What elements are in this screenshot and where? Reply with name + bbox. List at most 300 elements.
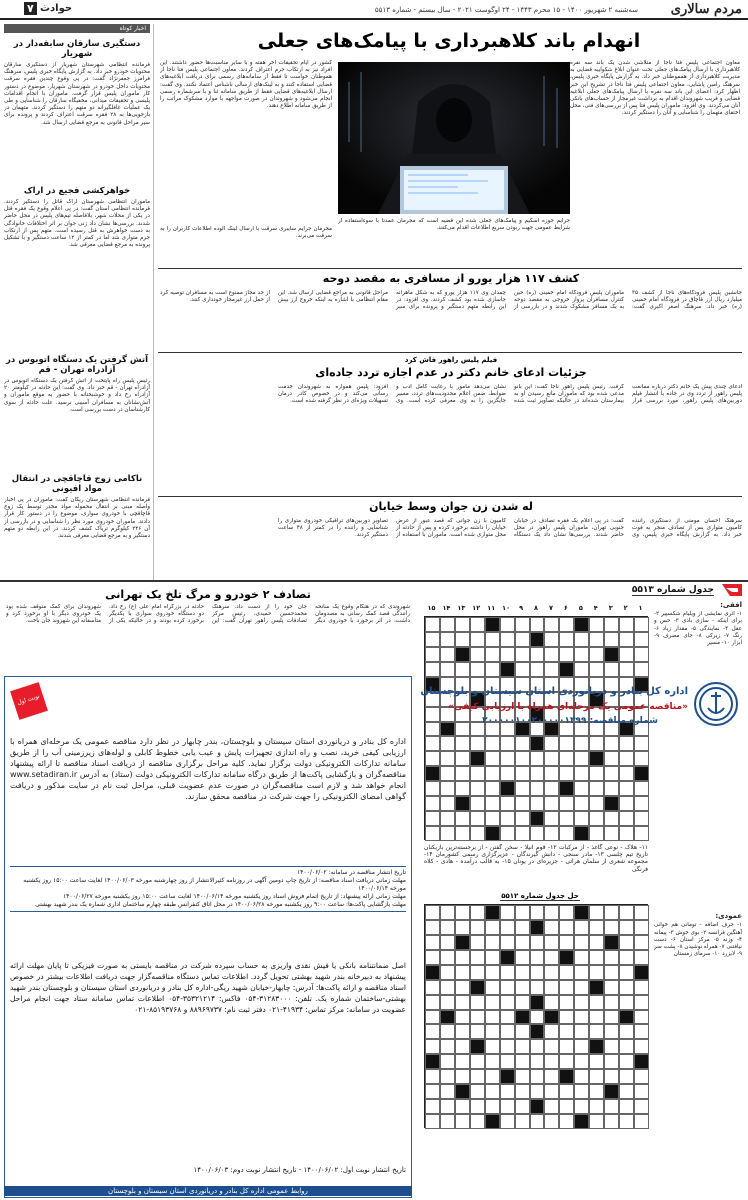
short-news-kicker: اخبار کوتاه <box>4 24 150 33</box>
crossword-cell <box>470 980 485 995</box>
crossword-cell <box>500 980 515 995</box>
crossword-cell <box>425 920 440 935</box>
crossword-cell <box>425 751 440 766</box>
crossword-cell <box>604 781 619 796</box>
short-news-body-4: فرمانده انتظامی شهرستان ریگان گفت: ماموران در پی اخبار واصله مبنی بر انتقال محموله مواد مخدر توسط یک زوج قاچاقچی با خودروی سواری، موضوع را در دستور کار قرار دادند. ماموران خودروی مورد نظر را شناسایی و در بازرسی از آن ۲۴۶ کیلوگرم تریاک کشف کردند. در این رابطه دو متهم دستگیر و به مرجع قضایی معرفی شدند. <box>4 497 150 540</box>
story3-kicker: فیلم پلیس راهور فاش کرد <box>404 356 498 364</box>
crossword-cell <box>530 811 545 826</box>
crossword-cell <box>604 950 619 965</box>
crossword-cell <box>559 905 574 920</box>
ad-publish-dates: تاریخ انتشار نوبت اول: ۱۴۰۰/۰۶/۰۲ - تاریخ انتشار نوبت دوم: ۱۴۰۰/۰۶/۰۳ <box>193 1166 406 1174</box>
crossword-cell <box>589 1099 604 1114</box>
crossword-cell <box>619 751 634 766</box>
crossword-cell <box>515 980 530 995</box>
crossword-cell <box>589 736 604 751</box>
crossword-cell <box>440 662 455 677</box>
crossword-cell <box>500 1010 515 1025</box>
crossword-cell <box>530 995 545 1010</box>
crossword-cell <box>530 751 545 766</box>
crossword-cell <box>455 781 470 796</box>
crossword-cell <box>574 617 589 632</box>
section-divider <box>0 580 748 582</box>
crossword-cell <box>515 647 530 662</box>
crossword-logo-icon <box>720 582 744 598</box>
crossword-cell <box>440 736 455 751</box>
crossword-cell <box>619 995 634 1010</box>
crossword-cell <box>634 905 649 920</box>
ad-public-relations: روابط عمومی اداره کل بنادر و دریانوردی استان سیستان و بلوچستان <box>4 1186 412 1196</box>
crossword-cell <box>530 1069 545 1084</box>
hacker-photo <box>338 62 570 214</box>
crossword-cell <box>589 920 604 935</box>
crossword-cell <box>634 1039 649 1054</box>
crossword-cell <box>470 617 485 632</box>
crossword-cell <box>559 965 574 980</box>
crossword-cell <box>530 965 545 980</box>
crossword-cell <box>440 722 455 737</box>
crossword-cell <box>634 647 649 662</box>
crossword-cell <box>470 736 485 751</box>
story2-body: جانشین پلیس فرودگاه‌های ناجا از کشف ۳۵ میلیارد ریال ارز قاچاق در فرودگاه امام خمینی (ره) خبر داد. سرهنگ اصغر اکبری گفت: ماموران پلیس فرودگاه امام خمینی (ره) حین کنترل مسافران پرواز خروجی به مقصد دوحه به یک مسافر مشکوک شدند و در بازرسی از چمدان وی ۱۱۷ هزار یورو که به شکل ماهرانه جاسازی شده بود کشف کردند. وی افزود: در این رابطه متهم دستگیر و پرونده برای سیر مراحل قانونی به مراجع قضایی ارسال شد. این مقام انتظامی با اشاره به اینکه خروج ارز بیش از حد مجاز ممنوع است به مسافران توصیه کرد از حمل ارز غیرمجاز خودداری کنند. <box>160 290 742 311</box>
crossword-cell <box>440 1069 455 1084</box>
crossword-cell <box>440 796 455 811</box>
crossword-cell <box>485 1099 500 1114</box>
crossword-cell <box>470 1069 485 1084</box>
crossword-cell <box>455 647 470 662</box>
ad-subtitle: «مناقصه عمومی یک مرحله‌ای همراه با ارزیابی کیفی» <box>448 702 688 712</box>
crossword-cell <box>515 1010 530 1025</box>
crossword-cell <box>559 1084 574 1099</box>
crossword-cell <box>574 1010 589 1025</box>
story4-headline: له شدن زن جوان وسط خیابان <box>369 500 533 513</box>
crossword-cell <box>455 722 470 737</box>
crossword-cell <box>425 1024 440 1039</box>
crossword-cell <box>440 965 455 980</box>
crossword-cell <box>634 1099 649 1114</box>
crossword-cell <box>589 796 604 811</box>
crossword-cell <box>470 826 485 841</box>
crossword-cell <box>589 1054 604 1069</box>
crossword-cell <box>485 995 500 1010</box>
ad-contact-info: اصل ضمانتنامه بانکی یا فیش نقدی واریزی به حساب سپرده شرکت در مناقصه بایستی به صورت فیزیکی تا پایان مهلت ارائه پیشنهاد به دبیرخانه بندر شهید بهشتی تحویل گردد. اطلاعات تماس دستگاه مناقصه‌گزار جهت دریافت اطلاعات بیشتر در خصوص اسناد مناقصه و ارائه پاکت‌ها: آدرس: چابهار-خیابان شهید ریگی-اداره کل بنادر و دریانوردی استان سیستان و بلوچستان بندر شهید بهشتی-ساختمان شماره یک. تلفن: ۳۱۲۸۳۰۰۰-۰۵۴ فاکس: ۳۵۳۲۱۲۱۴-۰۵۴ اطلاعات تماس سامانه ستاد جهت انجام مراحل عضویت در سامانه: مرکز تماس: ۴۱۹۳۴-۰۲۱ دفتر ثبت نام: ۸۸۹۶۹۷۳۷ و ۸۵۱۹۳۷۶۸-۰۲۱ <box>10 961 406 1014</box>
crossword-cell <box>485 1069 500 1084</box>
crossword-cell <box>634 995 649 1010</box>
crossword-cell <box>604 751 619 766</box>
crossword-cell <box>515 905 530 920</box>
crossword-cell <box>515 935 530 950</box>
main-story-col2: کشور در ایام تحقیقات آخر هفته و با سایر مناسبت‌ها حضور داشتند. این افراد نیز به ارتکاب جرم اعتراف کردند. معاون اجتماعی پلیس فتا ناجا از هموطنان خواست تا فقط از سامانه‌های رسمی برای دریافت ابلاغیه‌های قضایی استفاده کنند و به لینک‌های ارسالی ناشناس اعتماد نکنند. وی گفت: ارسال ابلاغیه‌های قضایی فقط از طریق سامانه ثنا و با سرشماره رسمی انجام می‌شود و شهروندان در صورت مواجهه با موارد مشکوک مراتب را از طریق سامانه اطلاع دهند. <box>160 60 332 110</box>
crossword-cell <box>485 950 500 965</box>
crossword-cell <box>470 811 485 826</box>
crossword-cell <box>589 1010 604 1025</box>
crossword-cell <box>500 1024 515 1039</box>
crossword-cell <box>485 647 500 662</box>
crossword-cell <box>500 766 515 781</box>
crossword-cell <box>500 995 515 1010</box>
crossword-cell <box>574 662 589 677</box>
crossword-cell <box>485 751 500 766</box>
crossword-cell <box>604 935 619 950</box>
crossword-cell <box>425 662 440 677</box>
crossword-cell <box>559 995 574 1010</box>
crossword-cell <box>604 662 619 677</box>
solution-grid <box>424 904 648 1128</box>
crossword-cell <box>544 995 559 1010</box>
short-news-body-2: ماموران انتظامی شهرستان اراک قاتل را دستگیر کردند. فرمانده انتظامی استان گفت: در پی اعلام وقوع یک فقره قتل در یکی از محلات شهر، بلافاصله تیم‌های پلیس در محل حاضر شدند. بررسی‌ها نشان داد زنی جوان بر اثر اختلافات خانوادگی به دست خواهرش به قتل رسیده است. متهم پس از ارتکاب جرم متواری شد اما در کمتر از ۱۲ ساعت دستگیر و با تشکیل پرونده به مرجع قضایی معرفی شد. <box>4 199 150 249</box>
crossword-cell <box>604 1010 619 1025</box>
crossword-column-number: ۳ <box>608 604 613 612</box>
crossword-cell <box>455 1024 470 1039</box>
crossword-cell <box>619 826 634 841</box>
crossword-cell <box>440 905 455 920</box>
short-news-title-2: خواهرکشی فجیع در اراک <box>23 186 131 196</box>
crossword-cell <box>470 1039 485 1054</box>
crossword-cell <box>574 1024 589 1039</box>
crossword-cell <box>440 781 455 796</box>
crossword-cell <box>500 751 515 766</box>
story3-headline: جزئیات ادعای خانم دکتر در عدم اجازه تردد جاده‌ای <box>315 366 587 379</box>
crossword-cell <box>619 617 634 632</box>
crossword-cell <box>425 905 440 920</box>
crossword-cell <box>574 1084 589 1099</box>
crossword-cell <box>589 965 604 980</box>
crossword-cell <box>455 1069 470 1084</box>
crossword-cell <box>455 920 470 935</box>
story4-body: سرهنگ احسان مومنی از دستگیری راننده کامیون متواری پس از تصادف منجر به فوت خبر داد. به گزارش پایگاه خبری پلیس، وی گفت: در پی اعلام یک فقره تصادف در خیابان جنوبی تهران، ماموران پلیس راهور در محل حاضر شدند. بررسی‌ها نشان داد یک دستگاه کامیون با زن جوانی که قصد عبور از عرض خیابان را داشته برخورد کرده و پس از حادثه از محل متواری شده است. ماموران با استفاده از تصاویر دوربین‌های ترافیکی خودروی متواری را شناسایی و راننده را در کمتر از ۴۸ ساعت دستگیر کردند. <box>278 518 742 539</box>
crossword-cell <box>470 796 485 811</box>
crossword-cell <box>544 811 559 826</box>
crossword-cell <box>574 1099 589 1114</box>
crossword-cell <box>485 632 500 647</box>
ad-note-3: مهلت زمانی ارائه پیشنهاد: از تاریخ اتمام فروش اسناد روز یکشنبه مورخه ۱۴۰۰/۰۶/۱۴ لغایت ساعت ۱۵:۰۰ روز یکشنبه مورخه ۱۴۰۰/۰۶/۲۷ <box>62 893 406 900</box>
crossword-cell <box>500 935 515 950</box>
crossword-cell <box>530 920 545 935</box>
crossword-cell <box>634 617 649 632</box>
crossword-cell <box>559 647 574 662</box>
crossword-cell <box>455 980 470 995</box>
crossword-cell <box>470 935 485 950</box>
crossword-cell <box>604 995 619 1010</box>
crossword-cell <box>425 1069 440 1084</box>
crossword-cell <box>634 751 649 766</box>
crossword-cell <box>544 920 559 935</box>
crossword-cell <box>485 935 500 950</box>
crossword-cell <box>485 662 500 677</box>
crossword-cell <box>574 751 589 766</box>
masthead-title: مردم سالاری <box>670 2 742 17</box>
crossword-cell <box>470 1054 485 1069</box>
crossword-cell <box>559 736 574 751</box>
crossword-cell <box>455 950 470 965</box>
crossword-cell <box>515 781 530 796</box>
crossword-cell <box>530 905 545 920</box>
crossword-cell <box>500 796 515 811</box>
crossword-cell <box>515 1099 530 1114</box>
issue-line: سه‌شنبه ۲ شهریور ۱۴۰۰ - ۱۵ محرم ۱۴۴۳ - ۲۴ اوگوست ۲۰۲۱ - سال بیستم - شماره ۵۵۱۳ <box>374 6 638 14</box>
crossword-cell <box>455 796 470 811</box>
crossword-cell <box>544 965 559 980</box>
crossword-cell <box>574 736 589 751</box>
crossword-cell <box>589 1069 604 1084</box>
crossword-cell <box>589 980 604 995</box>
crossword-cell <box>530 950 545 965</box>
divider <box>158 352 742 353</box>
crossword-cell <box>574 826 589 841</box>
crossword-cell <box>500 920 515 935</box>
crossword-cell <box>530 617 545 632</box>
crossword-cell <box>634 965 649 980</box>
crossword-cell <box>604 980 619 995</box>
crossword-cell <box>515 965 530 980</box>
crossword-cell <box>544 1039 559 1054</box>
crossword-cell <box>470 1084 485 1099</box>
crossword-cell <box>604 1069 619 1084</box>
crossword-cell <box>485 736 500 751</box>
crossword-column-number: ۶ <box>563 604 568 612</box>
crossword-cell <box>559 980 574 995</box>
crossword-cell <box>634 980 649 995</box>
crossword-cell <box>455 662 470 677</box>
crossword-cell <box>440 647 455 662</box>
crossword-cell <box>589 632 604 647</box>
crossword-cell <box>604 1084 619 1099</box>
crossword-cell <box>440 751 455 766</box>
crossword-cell <box>634 736 649 751</box>
crossword-cell <box>500 811 515 826</box>
crossword-cell <box>619 662 634 677</box>
crossword-cell <box>619 905 634 920</box>
crossword-cell <box>574 980 589 995</box>
crossword-cell <box>455 811 470 826</box>
crossword-cell <box>619 781 634 796</box>
crossword-cell <box>559 1099 574 1114</box>
crossword-cell <box>574 632 589 647</box>
crossword-cell <box>574 905 589 920</box>
crossword-column-number: ۴ <box>593 604 598 612</box>
crossword-cell <box>425 950 440 965</box>
crossword-cell <box>455 995 470 1010</box>
crossword-cell <box>515 662 530 677</box>
crossword-column-number: ۸ <box>534 604 538 612</box>
crossword-cell <box>425 1114 440 1129</box>
crossword-column-number: ۱۴ <box>442 604 451 612</box>
crossword-cell <box>470 950 485 965</box>
crossword-cell <box>544 1054 559 1069</box>
crossword-cell <box>619 647 634 662</box>
crossword-cell <box>470 781 485 796</box>
short-news-body-1: فرمانده انتظامی شهرستان شهریار از دستگیری سارقان محتویات خودرو خبر داد. به گزارش پایگاه خبری پلیس، سرهنگ فرامرز جعفرنژاد گفت: در پی وقوع چندین فقره سرقت محتویات داخل خودرو در شهرستان شهریار، موضوع در دستور کار ماموران پلیس قرار گرفت. ماموران با انجام اقدامات پلیسی و تحقیقات میدانی، مخفیگاه سارقان را شناسایی و طی یک عملیات غافلگیرانه دو متهم را دستگیر کردند. متهمان در بازجویی‌ها به ۲۸ فقره سرقت اعتراف کردند و پرونده برای سیر مراحل قانونی به مرجع قضایی ارسال شد. <box>4 62 150 126</box>
crossword-cell <box>500 1069 515 1084</box>
solution-title: حل جدول شماره ۵۵۱۲ <box>501 892 579 900</box>
crossword-cell <box>500 736 515 751</box>
crossword-cell <box>425 1099 440 1114</box>
crossword-cell <box>604 811 619 826</box>
crossword-cell <box>559 1069 574 1084</box>
accident-headline: تصادف ۲ خودرو و مرگ تلخ یک تهرانی <box>105 588 311 601</box>
crossword-cell <box>485 965 500 980</box>
crossword-cell <box>530 781 545 796</box>
crossword-cell <box>515 736 530 751</box>
crossword-cell <box>559 1024 574 1039</box>
crossword-cell <box>544 905 559 920</box>
crossword-cell <box>425 781 440 796</box>
crossword-column-number: ۱۳ <box>457 604 466 612</box>
ad-tender-number: شماره مناقصه: ۲۰۰۰۰۰۱۰۰۲۰۰۰۰۰۱۳۹۹ <box>482 716 658 726</box>
crossword-cell <box>634 1114 649 1129</box>
crossword-cell <box>440 766 455 781</box>
crossword-cell <box>634 1069 649 1084</box>
crossword-cell <box>619 1039 634 1054</box>
crossword-column-number: ۷ <box>548 604 553 612</box>
crossword-cell <box>634 826 649 841</box>
crossword-cell <box>485 1039 500 1054</box>
crossword-cell <box>425 995 440 1010</box>
crossword-cell <box>440 811 455 826</box>
crossword-cell <box>485 1084 500 1099</box>
crossword-cell <box>544 632 559 647</box>
crossword-cell <box>559 935 574 950</box>
crossword-cell <box>619 1114 634 1129</box>
crossword-cell <box>634 1054 649 1069</box>
crossword-cell <box>485 980 500 995</box>
crossword-cell <box>544 1099 559 1114</box>
crossword-cell <box>440 632 455 647</box>
crossword-cell <box>589 935 604 950</box>
crossword-cell <box>530 1024 545 1039</box>
crossword-cell <box>455 632 470 647</box>
crossword-extra-clues: ۱۱- هلاک - نوعی گاغذ - از مرکبات ۱۲- قوم آنیلا - سخن گفتن - از برجسته‌ترین بازیکنان تاریخ تیم چلسی ۱۳- مادر سنجی - دانش گیرندگان - عزیرگزاری رسمی کشورمان ۱۴- مجموعه شعری از سلمان هراتی - جزیره‌ای در یونان ۱۵- به قالب درآمده - هادی - کلاه فرنگی <box>424 844 648 873</box>
ad-body: اداره کل بنادر و دریانوردی استان سیستان و بلوچستان، بندر چابهار در نظر دارد مناقصه عمومی یک مرحله‌ای همراه با ارزیابی کیفی خرید، نصب و راه اندازی تجهیزات پایش و عیب یابی خطوط کابلی و لوله‌های زیرزمینی آب را از طریق سامانه تدارکات الکترونیکی دولت برگزار نماید. کلیه مراحل برگزاری مناقصه از دریافت اسناد مناقصه تا ارائه پیشنهاد مناقصه‌گران و بازگشایی پاکت‌ها از طریق درگاه سامانه تدارکات الکترونیکی دولت (ستاد) به آدرس www.setadiran.ir انجام خواهد شد و لازم است مناقصه‌گران در صورت عدم عضویت قبلی، مراحل ثبت نام در سایت مذکور و دریافت گواهی امضای الکترونیکی را جهت شرکت در مناقصه محقق سازند. <box>10 737 406 801</box>
crossword-cell <box>515 811 530 826</box>
crossword-cell <box>574 1069 589 1084</box>
crossword-cell <box>634 662 649 677</box>
crossword-cell <box>589 1039 604 1054</box>
crossword-cell <box>604 796 619 811</box>
crossword-cell <box>544 617 559 632</box>
crossword-cell <box>425 736 440 751</box>
crossword-cell <box>425 935 440 950</box>
crossword-cell <box>425 707 440 722</box>
crossword-cell <box>619 1069 634 1084</box>
crossword-cell <box>470 662 485 677</box>
crossword-cell <box>574 935 589 950</box>
crossword-cell <box>589 647 604 662</box>
crossword-cell <box>485 826 500 841</box>
crossword-column-number: ۱۰ <box>502 604 511 612</box>
crossword-column-numbers <box>424 604 648 614</box>
crossword-cell <box>604 965 619 980</box>
crossword-cell <box>530 980 545 995</box>
crossword-cell <box>619 965 634 980</box>
crossword-cell <box>425 965 440 980</box>
crossword-cell <box>589 766 604 781</box>
crossword-cell <box>455 1114 470 1129</box>
crossword-cell <box>440 1054 455 1069</box>
crossword-cell <box>619 1099 634 1114</box>
crossword-cell <box>634 811 649 826</box>
crossword-cell <box>500 905 515 920</box>
short-news-title-1: دستگیری سارقان سابقه‌دار در شهریار <box>13 39 141 59</box>
crossword-cell <box>619 980 634 995</box>
crossword-cell <box>559 781 574 796</box>
crossword-cell <box>559 1114 574 1129</box>
crossword-cell <box>544 1084 559 1099</box>
crossword-cell <box>515 1084 530 1099</box>
crossword-cell <box>574 1114 589 1129</box>
crossword-cell <box>604 826 619 841</box>
crossword-cell <box>515 1039 530 1054</box>
crossword-cell <box>425 617 440 632</box>
crossword-column-number: ۱ <box>638 604 643 612</box>
crossword-title: جدول شماره ۵۵۱۳ <box>631 585 714 595</box>
crossword-cell <box>425 1039 440 1054</box>
crossword-cell <box>619 950 634 965</box>
crossword-cell <box>604 632 619 647</box>
crossword-cell <box>485 766 500 781</box>
crossword-cell <box>470 751 485 766</box>
crossword-cell <box>440 950 455 965</box>
crossword-cell <box>470 920 485 935</box>
crossword-cell <box>515 1054 530 1069</box>
crossword-column-number: ۱۲ <box>472 604 481 612</box>
crossword-cell <box>500 617 515 632</box>
crossword-cell <box>485 781 500 796</box>
crossword-cell <box>544 826 559 841</box>
crossword-cell <box>500 1084 515 1099</box>
crossword-cell <box>530 826 545 841</box>
crossword-cell <box>604 1024 619 1039</box>
crossword-cell <box>619 935 634 950</box>
crossword-cell <box>634 1084 649 1099</box>
crossword-cell <box>604 905 619 920</box>
crossword-cell <box>574 995 589 1010</box>
crossword-cell <box>559 1039 574 1054</box>
crossword-cell <box>559 662 574 677</box>
crossword-cell <box>485 811 500 826</box>
story2-headline: کشف ۱۱۷ هزار یورو از مسافری به مقصد دوحه <box>322 272 580 285</box>
crossword-cell <box>604 920 619 935</box>
crossword-column-number: ۵ <box>578 604 583 612</box>
crossword-cell <box>589 662 604 677</box>
crossword-cell <box>619 632 634 647</box>
crossword-cell <box>544 1114 559 1129</box>
crossword-cell <box>470 1024 485 1039</box>
crossword-cell <box>455 1054 470 1069</box>
crossword-cell <box>500 826 515 841</box>
crossword-cell <box>455 736 470 751</box>
crossword-cell <box>559 766 574 781</box>
crossword-cell <box>515 920 530 935</box>
crossword-cell <box>530 1099 545 1114</box>
crossword-cell <box>619 736 634 751</box>
crossword-cell <box>574 1039 589 1054</box>
ad-organization: اداره کل بنادر و دریانوردی استان سیستان و بلوچستان <box>420 686 688 697</box>
divider <box>158 496 742 497</box>
crossword-cell <box>544 1069 559 1084</box>
crossword-cell <box>619 920 634 935</box>
crossword-cell <box>425 980 440 995</box>
crossword-cell <box>440 1039 455 1054</box>
crossword-cell <box>515 632 530 647</box>
crossword-cell <box>425 766 440 781</box>
crossword-column-number: ۱۵ <box>427 604 436 612</box>
crossword-cell <box>544 796 559 811</box>
crossword-cell <box>589 1084 604 1099</box>
crossword-cell <box>604 617 619 632</box>
crossword-cell <box>425 632 440 647</box>
across-label: افقی: <box>720 601 742 609</box>
crossword-cell <box>634 1010 649 1025</box>
